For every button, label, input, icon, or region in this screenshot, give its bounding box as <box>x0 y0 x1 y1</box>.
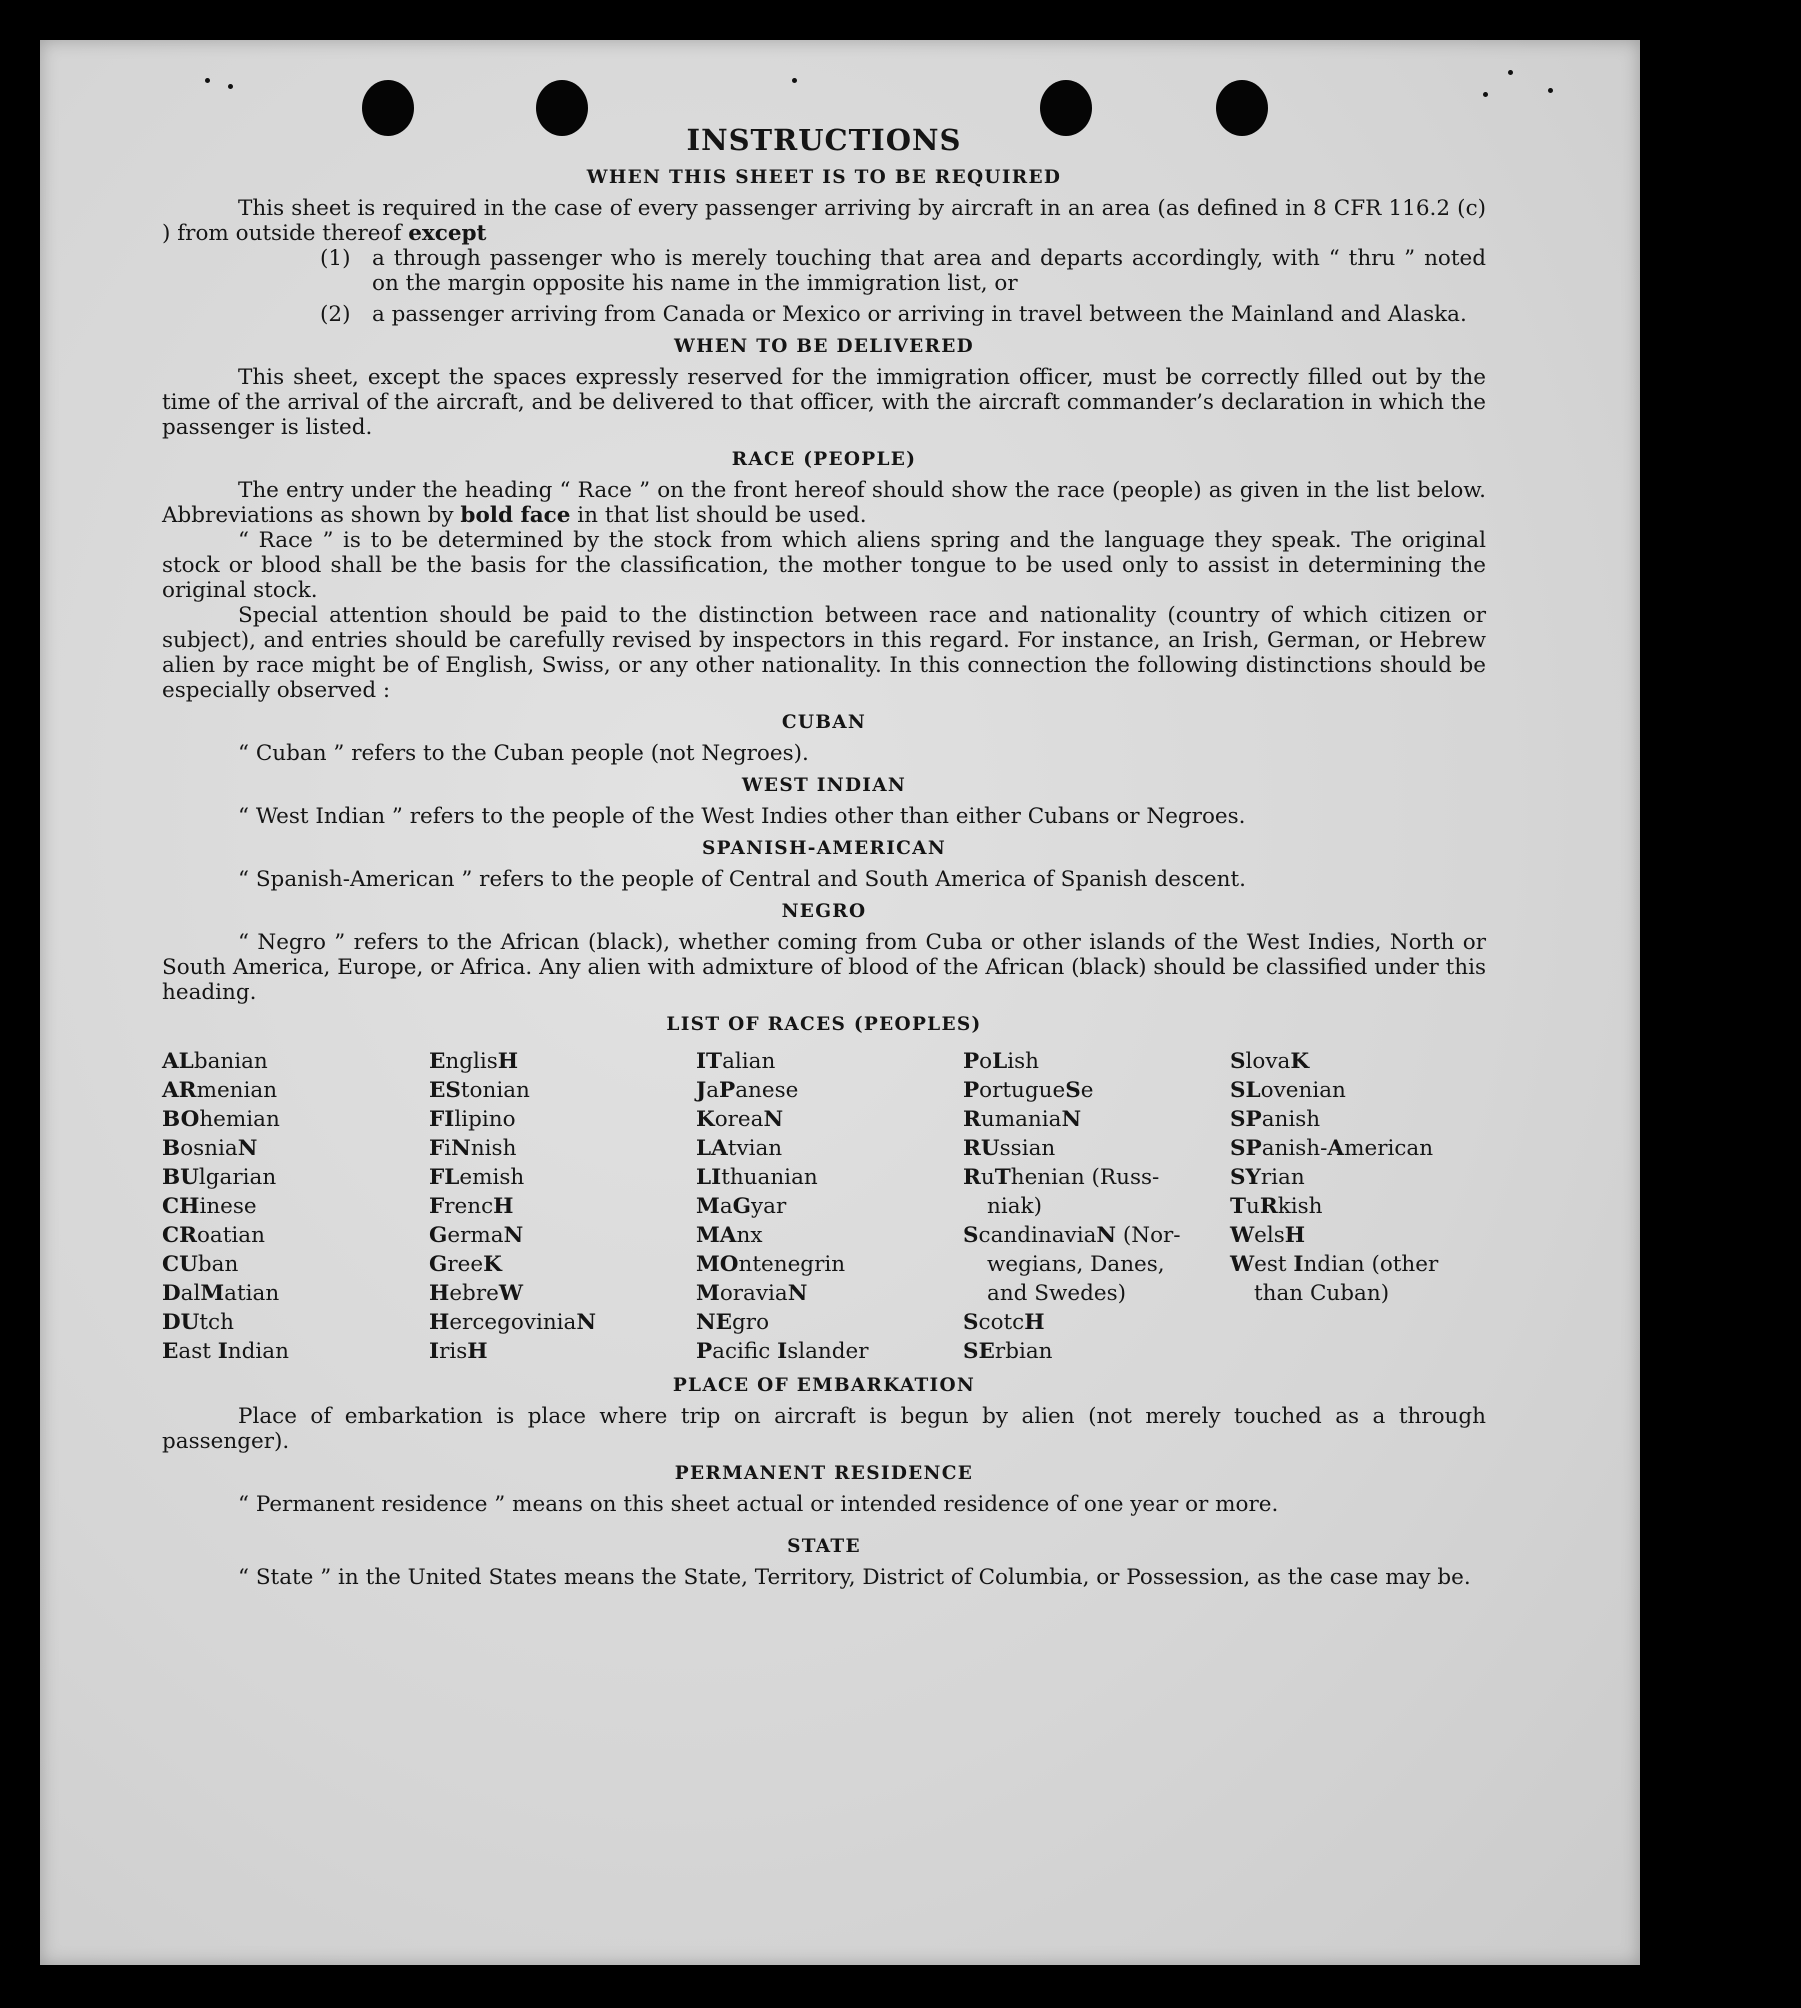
race-name-part: nish <box>470 1136 517 1161</box>
race-name-part: inese <box>199 1194 257 1219</box>
when-required-intro <box>162 196 1486 246</box>
race-abbreviation: SE <box>963 1339 995 1364</box>
race-abbreviation: R <box>963 1165 981 1190</box>
race-entry <box>429 1047 696 1076</box>
race-abbreviation: M <box>200 1281 225 1306</box>
race-abbreviation: S <box>963 1223 979 1248</box>
race-abbreviation: P <box>696 1339 713 1364</box>
race-abbreviation: K <box>483 1252 502 1277</box>
races-column <box>1230 1047 1486 1366</box>
race-name-part: tonian <box>460 1078 530 1103</box>
race-p1-before: The entry under the heading “ Race ” on the front hereof should show the race (people) as given in the list below. Abbreviations as shown by <box>162 478 1486 528</box>
race-name-part: ris <box>439 1339 468 1364</box>
race-name-part: lgarian <box>198 1165 277 1190</box>
heading-list-of-races: LIST OF RACES (PEOPLES) <box>666 1014 982 1035</box>
race-abbreviation: RU <box>963 1136 1000 1161</box>
race-entry <box>696 1279 963 1308</box>
heading-cuban: CUBAN <box>781 712 867 733</box>
race-entry <box>696 1221 963 1250</box>
race-entry <box>696 1134 963 1163</box>
speck <box>228 84 233 89</box>
race-paragraph-2: “ Race ” is to be determined by the stock from which aliens spring and the language they speak. The original stock or blood shall be the basis for the classification, the mother tongue to be used only to assist in determining the original stock. <box>162 528 1486 603</box>
race-abbreviation: N <box>576 1310 597 1335</box>
race-entry <box>696 1308 963 1337</box>
race-abbreviation: H <box>429 1310 450 1335</box>
race-entry <box>1230 1192 1486 1221</box>
race-name-continuation: than Cuban) <box>1254 1281 1390 1306</box>
race-name-part: alian <box>722 1049 776 1074</box>
races-column <box>696 1047 963 1366</box>
race-name-part: yar <box>751 1194 787 1219</box>
race-abbreviation: CU <box>162 1252 198 1277</box>
race-entry <box>1230 1250 1486 1279</box>
race-name-part: a <box>706 1078 720 1103</box>
speck <box>792 78 797 83</box>
race-name-part: cotc <box>978 1310 1025 1335</box>
race-abbreviation: W <box>498 1281 523 1306</box>
race-abbreviation: CH <box>162 1194 200 1219</box>
race-name-part: nx <box>736 1223 763 1248</box>
race-abbreviation: LA <box>696 1136 728 1161</box>
spanish-american-text: “ Spanish-American ” refers to the people of Central and South America of Spanish descent. <box>238 867 1246 892</box>
race-abbreviation: G <box>429 1223 448 1248</box>
race-entry <box>162 1047 429 1076</box>
race-name-part: ovenian <box>1260 1078 1346 1103</box>
race-name-part: erma <box>447 1223 504 1248</box>
race-entry <box>696 1105 963 1134</box>
heading-when-required: WHEN THIS SHEET IS TO BE REQUIRED <box>586 167 1062 188</box>
race-abbreviation: N <box>237 1136 258 1161</box>
race-entry <box>1230 1221 1486 1250</box>
race-abbreviation: N <box>787 1281 808 1306</box>
race-name-part: thuanian <box>721 1165 818 1190</box>
race-name-part: umania <box>980 1107 1062 1132</box>
race-name-part: al <box>180 1281 201 1306</box>
race-abbreviation: BO <box>162 1107 200 1132</box>
race-abbreviation: F <box>429 1194 445 1219</box>
race-abbreviation: E <box>429 1049 446 1074</box>
race-entry <box>429 1308 696 1337</box>
embarkation-text: Place of embarkation is place where trip on aircraft is begun by alien (not merely touched as a through passenger). <box>162 1404 1486 1454</box>
race-name-part: oravia <box>719 1281 788 1306</box>
race-abbreviation: F <box>429 1136 445 1161</box>
race-entry <box>963 1105 1230 1134</box>
race-name-part: slander <box>787 1339 869 1364</box>
race-name-part: ercegovinia <box>449 1310 577 1335</box>
race-name-part: els <box>1254 1223 1285 1248</box>
race-abbreviation: FI <box>429 1107 455 1132</box>
races-column <box>162 1047 429 1366</box>
race-abbreviation: H <box>429 1281 450 1306</box>
race-abbreviation: K <box>1290 1049 1310 1074</box>
race-name-part: gro <box>732 1310 770 1335</box>
exception-item-2-number: (2) <box>320 302 351 327</box>
race-entry <box>429 1279 696 1308</box>
negro-text: “ Negro ” refers to the African (black), whether coming from Cuba or other islands of the West Indies, North or South America, Europe, or Africa. Any alien with admixture of blood of the African (black) should be classified under this heading. <box>162 930 1486 1005</box>
race-name-part: anese <box>735 1078 799 1103</box>
race-name-part: banian <box>193 1049 268 1074</box>
race-name-part: rbian <box>994 1339 1053 1364</box>
race-name-part: ree <box>447 1252 484 1277</box>
race-abbreviation: R <box>1259 1194 1278 1219</box>
race-abbreviation: W <box>1230 1223 1255 1248</box>
race-entry <box>429 1337 696 1366</box>
heading-embarkation: PLACE OF EMBARKATION <box>672 1375 976 1396</box>
race-abbreviation: H <box>1284 1223 1306 1248</box>
race-name-part: ish <box>1007 1049 1040 1074</box>
west-indian-text: “ West Indian ” refers to the people of the West Indies other than either Cubans or Negroes. <box>238 804 1246 829</box>
race-name-part: ndian <box>227 1339 289 1364</box>
permanent-residence-text: “ Permanent residence ” means on this sheet actual or intended residence of one year or more. <box>238 1492 1279 1517</box>
heading-spanish-american: SPANISH-AMERICAN <box>701 838 947 859</box>
race-entry <box>162 1221 429 1250</box>
race-name-part: ntenegrin <box>738 1252 846 1277</box>
race-name-part: orea <box>714 1107 764 1132</box>
exception-item-1-text: a through passenger who is merely touching that area and departs accordingly, with “ thru ” noted on the margin opposite his name in the immigration list, or <box>372 246 1486 296</box>
race-name-part: henian (Russ- <box>1010 1165 1160 1190</box>
cuban-text: “ Cuban ” refers to the Cuban people (not Negroes). <box>238 741 809 766</box>
race-abbreviation: J <box>696 1078 707 1103</box>
exception-item-2 <box>320 302 1486 327</box>
race-abbreviation: N <box>503 1223 524 1248</box>
race-entry <box>162 1163 429 1192</box>
race-name-part: rian <box>1260 1165 1305 1190</box>
race-entry <box>963 1221 1230 1250</box>
race-name-continuation: and Swedes) <box>987 1281 1127 1306</box>
when-delivered-text: This sheet, except the spaces expressly reserved for the immigration officer, must be correctly filled out by the time of the arrival of the aircraft, and be delivered to that officer, with the aircraft commander’s declaration in which the passenger is listed. <box>162 365 1486 440</box>
race-entry <box>1230 1105 1486 1134</box>
race-p1-after: in that list should be used. <box>577 503 867 528</box>
race-abbreviation: ES <box>429 1078 461 1103</box>
when-required-except: except <box>408 221 487 246</box>
race-abbreviation: W <box>1230 1252 1255 1277</box>
race-name-part: e <box>1080 1078 1094 1103</box>
races-list <box>162 1047 1486 1366</box>
race-name-part: ssian <box>999 1136 1056 1161</box>
race-name-part: ebre <box>449 1281 499 1306</box>
race-abbreviation: T <box>994 1165 1011 1190</box>
race-abbreviation: NE <box>696 1310 733 1335</box>
races-column <box>963 1047 1230 1366</box>
race-abbreviation: R <box>963 1107 981 1132</box>
race-entry <box>963 1163 1230 1192</box>
race-abbreviation: CR <box>162 1223 197 1248</box>
race-entry-continuation <box>963 1279 1230 1308</box>
race-abbreviation: SL <box>1230 1078 1261 1103</box>
race-abbreviation: SP <box>1230 1107 1262 1132</box>
race-abbreviation: P <box>963 1078 980 1103</box>
race-name-part: nglis <box>445 1049 498 1074</box>
race-name-part: anish- <box>1261 1136 1328 1161</box>
race-abbreviation: SY <box>1230 1165 1261 1190</box>
race-entry <box>696 1250 963 1279</box>
race-name-part: renc <box>444 1194 494 1219</box>
race-abbreviation: MA <box>696 1223 737 1248</box>
race-abbreviation: S <box>1065 1078 1081 1103</box>
race-entry <box>1230 1134 1486 1163</box>
race-name-part: est <box>1254 1252 1294 1277</box>
race-name-continuation: wegians, Danes, <box>987 1252 1165 1277</box>
race-abbreviation: H <box>497 1049 519 1074</box>
race-entry <box>429 1134 696 1163</box>
speck <box>1483 92 1488 97</box>
race-name-part: ndian (other <box>1303 1252 1439 1277</box>
race-name-part: hemian <box>199 1107 280 1132</box>
race-abbreviation: FL <box>429 1165 460 1190</box>
race-name-part: osnia <box>180 1136 238 1161</box>
speck <box>1548 88 1553 93</box>
speck <box>205 78 210 83</box>
race-name-part: o <box>979 1049 993 1074</box>
race-entry <box>696 1192 963 1221</box>
race-abbreviation: A <box>1327 1136 1345 1161</box>
race-abbreviation: H <box>1024 1310 1045 1335</box>
race-abbreviation: B <box>162 1136 181 1161</box>
race-abbreviation: DU <box>162 1310 200 1335</box>
race-entry <box>696 1047 963 1076</box>
race-paragraph-3: Special attention should be paid to the distinction between race and nationality (country of which citizen or subject), and entries should be carefully revised by inspectors in this regard. For instance, an Irish, German, or Hebrew alien by race might be of English, Swiss, or any other nationality. In this connection the following distinctions should be especially observed : <box>162 603 1486 703</box>
race-abbreviation: L <box>992 1049 1008 1074</box>
race-abbreviation: K <box>696 1107 715 1132</box>
race-abbreviation: H <box>467 1339 488 1364</box>
race-entry-continuation <box>963 1250 1230 1279</box>
race-abbreviation: G <box>732 1194 752 1219</box>
race-abbreviation: N <box>451 1136 471 1161</box>
race-abbreviation: M <box>696 1194 720 1219</box>
when-required-intro-text: This sheet is required in the case of every passenger arriving by aircraft in an area (as defined in 8 CFR 116.2 (c) ) from outside thereof <box>162 196 1486 246</box>
race-name-part: lova <box>1245 1049 1291 1074</box>
race-name-part: tch <box>199 1310 234 1335</box>
race-abbreviation: MO <box>696 1252 739 1277</box>
race-abbreviation: N <box>1061 1107 1082 1132</box>
race-abbreviation: N <box>763 1107 784 1132</box>
race-p1-bold: bold face <box>460 503 571 528</box>
race-entry <box>162 1134 429 1163</box>
race-abbreviation: AR <box>162 1078 197 1103</box>
race-entry <box>429 1105 696 1134</box>
race-abbreviation: N <box>1096 1223 1117 1248</box>
race-entry <box>162 1308 429 1337</box>
race-entry <box>429 1192 696 1221</box>
race-entry <box>162 1105 429 1134</box>
race-abbreviation: H <box>493 1194 514 1219</box>
race-name-part: merican <box>1344 1136 1434 1161</box>
race-abbreviation: IT <box>696 1049 723 1074</box>
heading-west-indian: WEST INDIAN <box>741 775 907 796</box>
race-name-part: i <box>444 1136 452 1161</box>
race-abbreviation: G <box>429 1252 448 1277</box>
heading-state: STATE <box>787 1536 861 1557</box>
race-name-part: u <box>980 1165 995 1190</box>
race-entry <box>963 1076 1230 1105</box>
race-name-part: atian <box>224 1281 280 1306</box>
race-abbreviation: LI <box>696 1165 722 1190</box>
heading-race: RACE (PEOPLE) <box>731 449 917 470</box>
race-abbreviation: BU <box>162 1165 199 1190</box>
race-entry <box>162 1337 429 1366</box>
race-name-part: lipino <box>454 1107 516 1132</box>
race-abbreviation: I <box>429 1339 440 1364</box>
race-name-part: ast <box>178 1339 218 1364</box>
race-abbreviation: D <box>162 1281 181 1306</box>
race-name-part: ortugue <box>979 1078 1066 1103</box>
race-name-part: a <box>719 1194 733 1219</box>
race-name-part: acific <box>712 1339 778 1364</box>
race-abbreviation: S <box>1230 1049 1246 1074</box>
race-entry <box>1230 1076 1486 1105</box>
heading-negro: NEGRO <box>781 901 867 922</box>
race-entry <box>162 1192 429 1221</box>
race-name-part: menian <box>196 1078 278 1103</box>
race-entry <box>429 1221 696 1250</box>
race-abbreviation: P <box>963 1049 980 1074</box>
race-name-part: ban <box>197 1252 239 1277</box>
race-entry <box>429 1163 696 1192</box>
race-name-part: oatian <box>196 1223 265 1248</box>
exception-item-1-number: (1) <box>320 246 351 271</box>
race-abbreviation: SP <box>1230 1136 1262 1161</box>
race-entry <box>429 1076 696 1105</box>
race-name-part: u <box>1246 1194 1260 1219</box>
race-entry <box>963 1047 1230 1076</box>
race-entry-continuation <box>963 1192 1230 1221</box>
race-abbreviation: I <box>217 1339 228 1364</box>
race-name-part: anish <box>1261 1107 1321 1132</box>
race-entry <box>696 1076 963 1105</box>
state-text: “ State ” in the United States means the State, Territory, District of Columbia, or Possession, as the case may be. <box>238 1565 1471 1590</box>
exception-item-2-text: a passenger arriving from Canada or Mexico or arriving in travel between the Mainland and Alaska. <box>372 302 1467 327</box>
race-name-part: tvian <box>727 1136 783 1161</box>
race-abbreviation: P <box>719 1078 736 1103</box>
race-abbreviation: I <box>777 1339 788 1364</box>
race-entry <box>162 1076 429 1105</box>
race-name-continuation: niak) <box>987 1194 1042 1219</box>
race-entry <box>963 1337 1230 1366</box>
race-entry <box>696 1163 963 1192</box>
race-entry <box>162 1250 429 1279</box>
race-entry <box>963 1308 1230 1337</box>
race-abbreviation: AL <box>162 1049 194 1074</box>
race-entry <box>162 1279 429 1308</box>
race-abbreviation: I <box>1293 1252 1304 1277</box>
race-name-part: kish <box>1277 1194 1323 1219</box>
race-name-part: emish <box>459 1165 525 1190</box>
race-abbreviation: T <box>1230 1194 1246 1219</box>
race-entry <box>1230 1163 1486 1192</box>
heading-permanent-residence: PERMANENT RESIDENCE <box>674 1463 974 1484</box>
page-title: INSTRUCTIONS <box>686 123 962 157</box>
race-name-part: candinavia <box>978 1223 1097 1248</box>
race-entry-continuation <box>1230 1279 1486 1308</box>
race-abbreviation: S <box>963 1310 979 1335</box>
heading-when-delivered: WHEN TO BE DELIVERED <box>674 336 974 357</box>
race-entry <box>429 1250 696 1279</box>
race-entry <box>1230 1047 1486 1076</box>
instructions-content <box>162 122 1486 1590</box>
speck <box>1508 70 1513 75</box>
race-abbreviation: M <box>696 1281 720 1306</box>
race-abbreviation: E <box>162 1339 179 1364</box>
races-column <box>429 1047 696 1366</box>
race-entry <box>696 1337 963 1366</box>
race-name-part: (Nor- <box>1116 1223 1181 1248</box>
race-entry <box>963 1134 1230 1163</box>
race-paragraph-1 <box>162 478 1486 528</box>
exception-item-1 <box>320 246 1486 296</box>
